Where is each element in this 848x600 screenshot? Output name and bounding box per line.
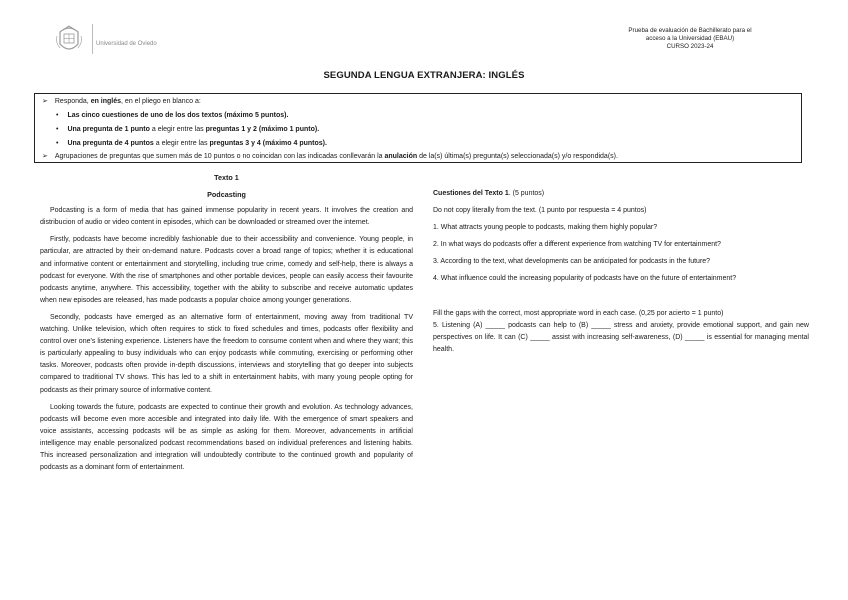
dot-bullet-icon: • — [56, 112, 59, 119]
instruction-bold: Las cinco cuestiones de uno de los dos textos (máximo 5 puntos). — [67, 112, 289, 119]
instruction-text: Agrupaciones de preguntas que sumen más de 10 puntos o no coincidan con las indicadas conllevarán la — [54, 153, 385, 160]
questions-heading-points: . (5 puntos) — [508, 190, 545, 197]
instruction-bold: preguntas 1 y 2 (máximo 1 punto). — [205, 126, 320, 133]
text-paragraph: Secondly, podcasts have emerged as an alternative form of entertainment, moving away from traditional TV watching. Unlike television, which often requires to stick to fixed schedules and times, podcasts offer flexibility and control over one's listening experience. Listeners have the freedom to consume content when and where they want; this is particularly appealing to busy individuals who can enjoy podcasts while commuting, exercising or performing other tasks. Moreover, podcasts often provide in-depth discussions, interviews and storytelling that go deeper into subjects compared to traditional TV shows. This has led to a shift in entertainment habits, with many young people opting for podcasts as their primary source of informative content. — [40, 313, 413, 394]
text-paragraph: Firstly, podcasts have become incredibly fashionable due to their accessibility and convenience. Young people, in particular, are attracted by their on-demand nature. Podcasts cover a broad range of topics; whether it is educational and informative content or entertainment and storytelling, including true crime, comedy and self-help, there is always a podcast for everyone. With the rise of smartphones and other portable devices, people can easily access their favourite podcasts anytime, anywhere. This accessibility, together with the ability to subscribe and receive automatic updates when new episodes are released, has made podcasts a popular choice among younger generations. — [40, 236, 413, 304]
instruction-bold: anulación — [384, 153, 418, 160]
instruction-text: a elegir entre las — [149, 126, 206, 133]
exam-header — [610, 27, 770, 50]
questions-heading-bold: Cuestiones del Texto 1 — [433, 190, 509, 197]
text-paragraph: Podcasting is a form of media that has gained immense popularity in recent years. It involves the creation and distribucion of audio or video content in episodes, which can be downloaded or streamed over the internet. — [40, 207, 413, 227]
instruction-text: de la(s) última(s) pregunta(s) seleccionada(s) y/o respondida(s). — [417, 153, 618, 160]
dot-bullet-icon: • — [56, 126, 59, 133]
arrow-bullet-icon: ➢ — [42, 98, 48, 105]
arrow-bullet-icon: ➢ — [42, 153, 48, 160]
fill-gaps-instruction: Fill the gaps with the correct, most appropriate word in each case. (0,25 por acierto = 1 punto) — [433, 309, 724, 317]
instruction-bold: Una pregunta de 1 punto — [67, 126, 150, 133]
instruction-bullet — [56, 111, 288, 120]
instruction-text: a elegir entre las — [153, 140, 210, 147]
logo-divider — [92, 24, 93, 54]
university-name: Universidad de Oviedo — [96, 41, 157, 47]
question-item: 4. What influence could the increasing popularity of podcasts have on the future of entertainment? — [433, 275, 737, 283]
instruction-text: , en el pliego en blanco a: — [121, 98, 201, 105]
university-seal-icon — [52, 22, 86, 56]
exam-title: SEGUNDA LENGUA EXTRANJERA: INGLÉS — [323, 70, 525, 81]
questions-heading — [433, 188, 809, 200]
instruction-line — [42, 97, 201, 106]
instruction-bold: preguntas 3 y 4 (máximo 4 puntos). — [209, 140, 327, 147]
text-heading: Podcasting — [207, 190, 246, 200]
instruction-bold: en inglés — [90, 98, 122, 105]
dot-bullet-icon: • — [56, 140, 59, 147]
question-5: 5. Listening (A) _____ podcasts can help to (B) _____ stress and anxiety, provide emotional support, and gain new perspectives on life. It can (C) _____ assist with increasing self-awareness, (D) _____ is essential for managing mental health. — [433, 321, 809, 353]
reading-text — [40, 172, 413, 474]
exam-header-line: CURSO 2023-24 — [666, 42, 714, 50]
text-paragraph: Looking towards the future, podcasts are expected to continue their growth and evolution. As technology advances, podcasts will become even more accesible and integrated into daily life. With the emergence of smart speakers and voice assistants, accessing podcasts will be as simple as asking for them. Moreover, advancements in artificial intelligence may enable personalized podcast recommendations based on individual preferences and listening habits. This increased personalization and integration will undoubtedly contribute to the continued growth and popularity of podcasts as a dominant form of entertainment. — [40, 403, 413, 472]
instruction-text: Responda, — [54, 98, 91, 105]
instruction-line — [42, 152, 618, 161]
questions-section — [433, 188, 809, 356]
exam-header-line: acceso a la Universidad (EBAU) — [645, 34, 735, 42]
instructions-box — [34, 93, 802, 163]
instruction-bullet — [56, 125, 319, 134]
question-item: 1. What attracts young people to podcasts, making them highly popular? — [433, 224, 658, 232]
question-item: 3. According to the text, what developments can be anticipated for podcasts in the future? — [433, 258, 711, 266]
exam-header-line: Prueba de evaluación de Bachillerato para el — [628, 27, 752, 34]
university-logo — [52, 22, 162, 56]
instruction-bullet — [56, 139, 327, 148]
question-item: 2. In what ways do podcasts offer a different experience from watching TV for entertainment? — [433, 241, 721, 249]
instruction-bold: Una pregunta de 4 puntos — [67, 140, 154, 147]
text-label: Texto 1 — [214, 173, 239, 182]
questions-instruction: Do not copy literally from the text. (1 punto por respuesta = 4 puntos) — [433, 207, 647, 215]
